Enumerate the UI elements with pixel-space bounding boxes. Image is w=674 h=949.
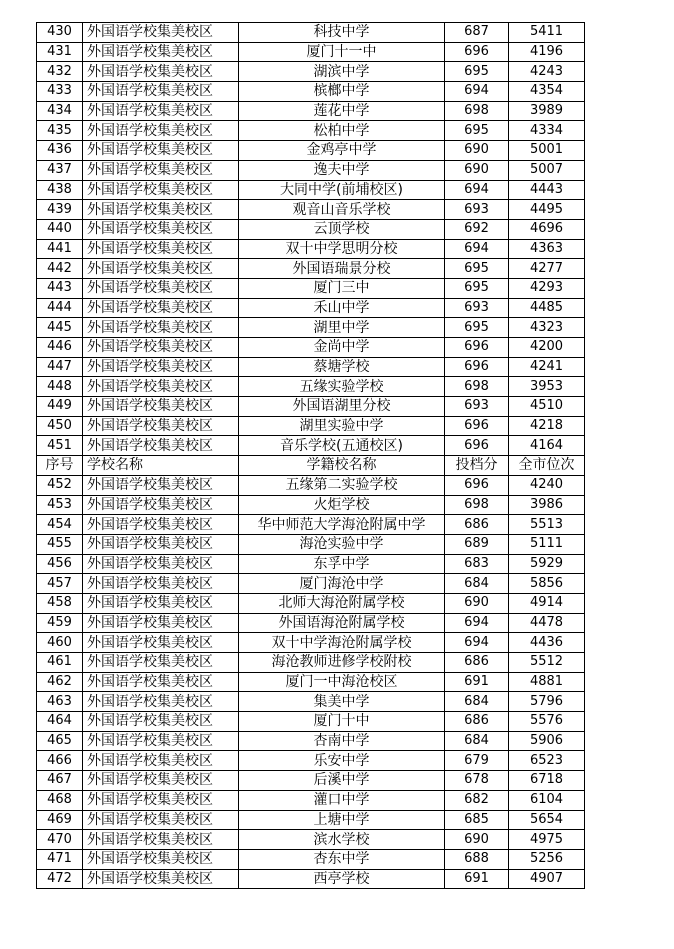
- city-rank-cell: 4696: [509, 219, 585, 239]
- enrolled-school-cell: 杏东中学: [239, 849, 445, 869]
- city-rank-cell: 5906: [509, 731, 585, 751]
- enrolled-school-cell: 厦门海沧中学: [239, 574, 445, 594]
- enrolled-school-cell: 禾山中学: [239, 298, 445, 318]
- row-number-cell: 465: [37, 731, 83, 751]
- city-rank-cell: 4510: [509, 397, 585, 417]
- enrolled-school-cell: 杏南中学: [239, 731, 445, 751]
- row-number-cell: 序号: [37, 456, 83, 476]
- city-rank-cell: 4478: [509, 613, 585, 633]
- table-row: [37, 121, 585, 141]
- table-row: [37, 219, 585, 239]
- table-row: [37, 771, 585, 791]
- table-row: [37, 653, 585, 673]
- table-body: [37, 23, 585, 889]
- row-number-cell: 442: [37, 259, 83, 279]
- admission-score-cell: 695: [445, 121, 509, 141]
- row-number-cell: 431: [37, 42, 83, 62]
- admission-score-cell: 695: [445, 62, 509, 82]
- table-row: [37, 200, 585, 220]
- row-number-cell: 463: [37, 692, 83, 712]
- table-row: [37, 830, 585, 850]
- school-name-cell: 外国语学校集美校区: [83, 338, 239, 358]
- city-rank-cell: 4277: [509, 259, 585, 279]
- admission-score-cell: 685: [445, 810, 509, 830]
- table-row: [37, 574, 585, 594]
- row-number-cell: 458: [37, 593, 83, 613]
- enrolled-school-cell: 外国语湖里分校: [239, 397, 445, 417]
- row-number-cell: 432: [37, 62, 83, 82]
- school-name-cell: 外国语学校集美校区: [83, 534, 239, 554]
- table-row: [37, 180, 585, 200]
- school-name-cell: 外国语学校集美校区: [83, 515, 239, 535]
- row-number-cell: 435: [37, 121, 83, 141]
- enrolled-school-cell: 双十中学思明分校: [239, 239, 445, 259]
- table-row: [37, 475, 585, 495]
- row-number-cell: 461: [37, 653, 83, 673]
- admission-score-cell: 696: [445, 416, 509, 436]
- city-rank-cell: 4443: [509, 180, 585, 200]
- admission-score-cell: 694: [445, 633, 509, 653]
- enrolled-school-cell: 湖里实验中学: [239, 416, 445, 436]
- row-number-cell: 456: [37, 554, 83, 574]
- school-name-cell: 外国语学校集美校区: [83, 377, 239, 397]
- table-row: [37, 278, 585, 298]
- table-row: [37, 377, 585, 397]
- enrolled-school-cell: 外国语海沧附属学校: [239, 613, 445, 633]
- row-number-cell: 445: [37, 318, 83, 338]
- admission-score-cell: 694: [445, 239, 509, 259]
- school-name-cell: 外国语学校集美校区: [83, 633, 239, 653]
- school-name-cell: 外国语学校集美校区: [83, 82, 239, 102]
- table-row: [37, 416, 585, 436]
- table-row: [37, 515, 585, 535]
- enrolled-school-cell: 金鸡亭中学: [239, 141, 445, 161]
- enrolled-school-cell: 槟榔中学: [239, 82, 445, 102]
- admission-table: [36, 22, 585, 889]
- admission-score-cell: 695: [445, 278, 509, 298]
- admission-score-cell: 692: [445, 219, 509, 239]
- admission-score-cell: 690: [445, 593, 509, 613]
- admission-score-cell: 694: [445, 613, 509, 633]
- school-name-cell: 外国语学校集美校区: [83, 692, 239, 712]
- city-rank-cell: 4975: [509, 830, 585, 850]
- enrolled-school-cell: 云顶学校: [239, 219, 445, 239]
- city-rank-cell: 5654: [509, 810, 585, 830]
- admission-score-cell: 687: [445, 23, 509, 43]
- table-row: [37, 712, 585, 732]
- admission-score-cell: 684: [445, 574, 509, 594]
- table-row: [37, 731, 585, 751]
- enrolled-school-cell: 松柏中学: [239, 121, 445, 141]
- city-rank-cell: 5513: [509, 515, 585, 535]
- school-name-cell: 外国语学校集美校区: [83, 771, 239, 791]
- enrolled-school-cell: 厦门一中海沧校区: [239, 672, 445, 692]
- enrolled-school-cell: 学籍校名称: [239, 456, 445, 476]
- row-number-cell: 457: [37, 574, 83, 594]
- admission-score-cell: 686: [445, 653, 509, 673]
- table-row: [37, 141, 585, 161]
- row-number-cell: 434: [37, 101, 83, 121]
- row-number-cell: 437: [37, 160, 83, 180]
- table-row: [37, 751, 585, 771]
- school-name-cell: 外国语学校集美校区: [83, 141, 239, 161]
- enrolled-school-cell: 火炬学校: [239, 495, 445, 515]
- city-rank-cell: 5256: [509, 849, 585, 869]
- admission-score-cell: 693: [445, 200, 509, 220]
- school-name-cell: 外国语学校集美校区: [83, 613, 239, 633]
- table-row: [37, 633, 585, 653]
- row-number-cell: 455: [37, 534, 83, 554]
- admission-score-cell: 696: [445, 357, 509, 377]
- enrolled-school-cell: 东孚中学: [239, 554, 445, 574]
- school-name-cell: 外国语学校集美校区: [83, 239, 239, 259]
- enrolled-school-cell: 厦门十中: [239, 712, 445, 732]
- city-rank-cell: 5576: [509, 712, 585, 732]
- city-rank-cell: 4164: [509, 436, 585, 456]
- admission-score-cell: 693: [445, 397, 509, 417]
- row-number-cell: 452: [37, 475, 83, 495]
- admission-score-cell: 695: [445, 259, 509, 279]
- admission-score-cell: 690: [445, 141, 509, 161]
- enrolled-school-cell: 大同中学(前埔校区): [239, 180, 445, 200]
- city-rank-cell: 4334: [509, 121, 585, 141]
- school-name-cell: 外国语学校集美校区: [83, 475, 239, 495]
- row-number-cell: 449: [37, 397, 83, 417]
- admission-score-cell: 679: [445, 751, 509, 771]
- enrolled-school-cell: 乐安中学: [239, 751, 445, 771]
- row-number-cell: 433: [37, 82, 83, 102]
- city-rank-cell: 4485: [509, 298, 585, 318]
- row-number-cell: 466: [37, 751, 83, 771]
- table-row: [37, 495, 585, 515]
- admission-score-cell: 698: [445, 377, 509, 397]
- admission-score-cell: 683: [445, 554, 509, 574]
- city-rank-cell: 4240: [509, 475, 585, 495]
- admission-score-cell: 698: [445, 495, 509, 515]
- school-name-cell: 外国语学校集美校区: [83, 259, 239, 279]
- row-number-cell: 453: [37, 495, 83, 515]
- school-name-cell: 外国语学校集美校区: [83, 160, 239, 180]
- table-row: [37, 239, 585, 259]
- row-number-cell: 468: [37, 790, 83, 810]
- city-rank-cell: 6523: [509, 751, 585, 771]
- enrolled-school-cell: 莲花中学: [239, 101, 445, 121]
- city-rank-cell: 全市位次: [509, 456, 585, 476]
- school-name-cell: 外国语学校集美校区: [83, 219, 239, 239]
- table-row: [37, 613, 585, 633]
- table-row: [37, 101, 585, 121]
- admission-score-cell: 686: [445, 712, 509, 732]
- school-name-cell: 外国语学校集美校区: [83, 416, 239, 436]
- enrolled-school-cell: 外国语瑞景分校: [239, 259, 445, 279]
- city-rank-cell: 4436: [509, 633, 585, 653]
- city-rank-cell: 4218: [509, 416, 585, 436]
- school-name-cell: 外国语学校集美校区: [83, 554, 239, 574]
- city-rank-cell: 3986: [509, 495, 585, 515]
- admission-score-cell: 693: [445, 298, 509, 318]
- city-rank-cell: 4907: [509, 869, 585, 889]
- admission-score-cell: 682: [445, 790, 509, 810]
- table-row: [37, 810, 585, 830]
- enrolled-school-cell: 上塘中学: [239, 810, 445, 830]
- school-name-cell: 外国语学校集美校区: [83, 790, 239, 810]
- admission-score-cell: 686: [445, 515, 509, 535]
- school-name-cell: 外国语学校集美校区: [83, 495, 239, 515]
- city-rank-cell: 3953: [509, 377, 585, 397]
- table-row: [37, 554, 585, 574]
- admission-score-cell: 694: [445, 82, 509, 102]
- table-row: [37, 62, 585, 82]
- row-number-cell: 470: [37, 830, 83, 850]
- table-row: [37, 259, 585, 279]
- enrolled-school-cell: 厦门十一中: [239, 42, 445, 62]
- enrolled-school-cell: 湖里中学: [239, 318, 445, 338]
- school-name-cell: 外国语学校集美校区: [83, 101, 239, 121]
- row-number-cell: 447: [37, 357, 83, 377]
- city-rank-cell: 4323: [509, 318, 585, 338]
- school-name-cell: 外国语学校集美校区: [83, 593, 239, 613]
- enrolled-school-cell: 湖滨中学: [239, 62, 445, 82]
- admission-score-cell: 690: [445, 830, 509, 850]
- row-number-cell: 472: [37, 869, 83, 889]
- school-name-cell: 外国语学校集美校区: [83, 397, 239, 417]
- table-row: [37, 397, 585, 417]
- enrolled-school-cell: 滨水学校: [239, 830, 445, 850]
- table-row: [37, 160, 585, 180]
- table-row: [37, 42, 585, 62]
- enrolled-school-cell: 科技中学: [239, 23, 445, 43]
- table-header-row: [37, 456, 585, 476]
- admission-score-cell: 689: [445, 534, 509, 554]
- school-name-cell: 外国语学校集美校区: [83, 810, 239, 830]
- admission-score-cell: 694: [445, 180, 509, 200]
- admission-score-cell: 投档分: [445, 456, 509, 476]
- enrolled-school-cell: 海沧教师进修学校附校: [239, 653, 445, 673]
- school-name-cell: 外国语学校集美校区: [83, 318, 239, 338]
- table-row: [37, 357, 585, 377]
- table-row: [37, 869, 585, 889]
- table-row: [37, 534, 585, 554]
- city-rank-cell: 5512: [509, 653, 585, 673]
- city-rank-cell: 5111: [509, 534, 585, 554]
- row-number-cell: 464: [37, 712, 83, 732]
- enrolled-school-cell: 后溪中学: [239, 771, 445, 791]
- school-name-cell: 外国语学校集美校区: [83, 436, 239, 456]
- school-name-cell: 外国语学校集美校区: [83, 298, 239, 318]
- admission-score-cell: 696: [445, 42, 509, 62]
- school-name-cell: 外国语学校集美校区: [83, 23, 239, 43]
- city-rank-cell: 4200: [509, 338, 585, 358]
- school-name-cell: 学校名称: [83, 456, 239, 476]
- city-rank-cell: 5007: [509, 160, 585, 180]
- row-number-cell: 441: [37, 239, 83, 259]
- school-name-cell: 外国语学校集美校区: [83, 653, 239, 673]
- enrolled-school-cell: 华中师范大学海沧附属中学: [239, 515, 445, 535]
- school-name-cell: 外国语学校集美校区: [83, 849, 239, 869]
- row-number-cell: 436: [37, 141, 83, 161]
- school-name-cell: 外国语学校集美校区: [83, 121, 239, 141]
- enrolled-school-cell: 厦门三中: [239, 278, 445, 298]
- school-name-cell: 外国语学校集美校区: [83, 712, 239, 732]
- school-name-cell: 外国语学校集美校区: [83, 42, 239, 62]
- row-number-cell: 443: [37, 278, 83, 298]
- admission-score-cell: 696: [445, 338, 509, 358]
- row-number-cell: 438: [37, 180, 83, 200]
- admission-score-cell: 695: [445, 318, 509, 338]
- city-rank-cell: 4354: [509, 82, 585, 102]
- row-number-cell: 440: [37, 219, 83, 239]
- school-name-cell: 外国语学校集美校区: [83, 731, 239, 751]
- table-row: [37, 82, 585, 102]
- school-name-cell: 外国语学校集美校区: [83, 672, 239, 692]
- admission-score-cell: 684: [445, 692, 509, 712]
- enrolled-school-cell: 五缘第二实验学校: [239, 475, 445, 495]
- city-rank-cell: 3989: [509, 101, 585, 121]
- city-rank-cell: 6104: [509, 790, 585, 810]
- city-rank-cell: 5856: [509, 574, 585, 594]
- city-rank-cell: 5929: [509, 554, 585, 574]
- table-row: [37, 338, 585, 358]
- enrolled-school-cell: 灌口中学: [239, 790, 445, 810]
- enrolled-school-cell: 音乐学校(五通校区): [239, 436, 445, 456]
- admission-score-cell: 691: [445, 869, 509, 889]
- enrolled-school-cell: 逸夫中学: [239, 160, 445, 180]
- admission-score-cell: 684: [445, 731, 509, 751]
- admission-score-cell: 678: [445, 771, 509, 791]
- row-number-cell: 444: [37, 298, 83, 318]
- city-rank-cell: 5411: [509, 23, 585, 43]
- city-rank-cell: 5001: [509, 141, 585, 161]
- admission-table-sheet: [36, 22, 584, 889]
- city-rank-cell: 4293: [509, 278, 585, 298]
- row-number-cell: 450: [37, 416, 83, 436]
- school-name-cell: 外国语学校集美校区: [83, 62, 239, 82]
- enrolled-school-cell: 金尚中学: [239, 338, 445, 358]
- school-name-cell: 外国语学校集美校区: [83, 751, 239, 771]
- admission-score-cell: 690: [445, 160, 509, 180]
- table-row: [37, 298, 585, 318]
- city-rank-cell: 4241: [509, 357, 585, 377]
- row-number-cell: 448: [37, 377, 83, 397]
- table-row: [37, 318, 585, 338]
- row-number-cell: 451: [37, 436, 83, 456]
- school-name-cell: 外国语学校集美校区: [83, 574, 239, 594]
- school-name-cell: 外国语学校集美校区: [83, 357, 239, 377]
- table-row: [37, 672, 585, 692]
- city-rank-cell: 4243: [509, 62, 585, 82]
- city-rank-cell: 5796: [509, 692, 585, 712]
- enrolled-school-cell: 蔡塘学校: [239, 357, 445, 377]
- school-name-cell: 外国语学校集美校区: [83, 200, 239, 220]
- row-number-cell: 467: [37, 771, 83, 791]
- table-row: [37, 23, 585, 43]
- row-number-cell: 430: [37, 23, 83, 43]
- admission-score-cell: 696: [445, 475, 509, 495]
- row-number-cell: 469: [37, 810, 83, 830]
- row-number-cell: 446: [37, 338, 83, 358]
- table-row: [37, 692, 585, 712]
- row-number-cell: 462: [37, 672, 83, 692]
- table-row: [37, 849, 585, 869]
- enrolled-school-cell: 北师大海沧附属学校: [239, 593, 445, 613]
- enrolled-school-cell: 集美中学: [239, 692, 445, 712]
- city-rank-cell: 4914: [509, 593, 585, 613]
- enrolled-school-cell: 观音山音乐学校: [239, 200, 445, 220]
- school-name-cell: 外国语学校集美校区: [83, 830, 239, 850]
- enrolled-school-cell: 海沧实验中学: [239, 534, 445, 554]
- admission-score-cell: 696: [445, 436, 509, 456]
- school-name-cell: 外国语学校集美校区: [83, 180, 239, 200]
- admission-score-cell: 698: [445, 101, 509, 121]
- row-number-cell: 459: [37, 613, 83, 633]
- row-number-cell: 460: [37, 633, 83, 653]
- admission-score-cell: 691: [445, 672, 509, 692]
- school-name-cell: 外国语学校集美校区: [83, 869, 239, 889]
- enrolled-school-cell: 西亭学校: [239, 869, 445, 889]
- city-rank-cell: 4196: [509, 42, 585, 62]
- school-name-cell: 外国语学校集美校区: [83, 278, 239, 298]
- table-row: [37, 790, 585, 810]
- admission-score-cell: 688: [445, 849, 509, 869]
- city-rank-cell: 6718: [509, 771, 585, 791]
- row-number-cell: 454: [37, 515, 83, 535]
- city-rank-cell: 4881: [509, 672, 585, 692]
- enrolled-school-cell: 双十中学海沧附属学校: [239, 633, 445, 653]
- table-row: [37, 436, 585, 456]
- row-number-cell: 439: [37, 200, 83, 220]
- city-rank-cell: 4495: [509, 200, 585, 220]
- city-rank-cell: 4363: [509, 239, 585, 259]
- row-number-cell: 471: [37, 849, 83, 869]
- table-row: [37, 593, 585, 613]
- enrolled-school-cell: 五缘实验学校: [239, 377, 445, 397]
